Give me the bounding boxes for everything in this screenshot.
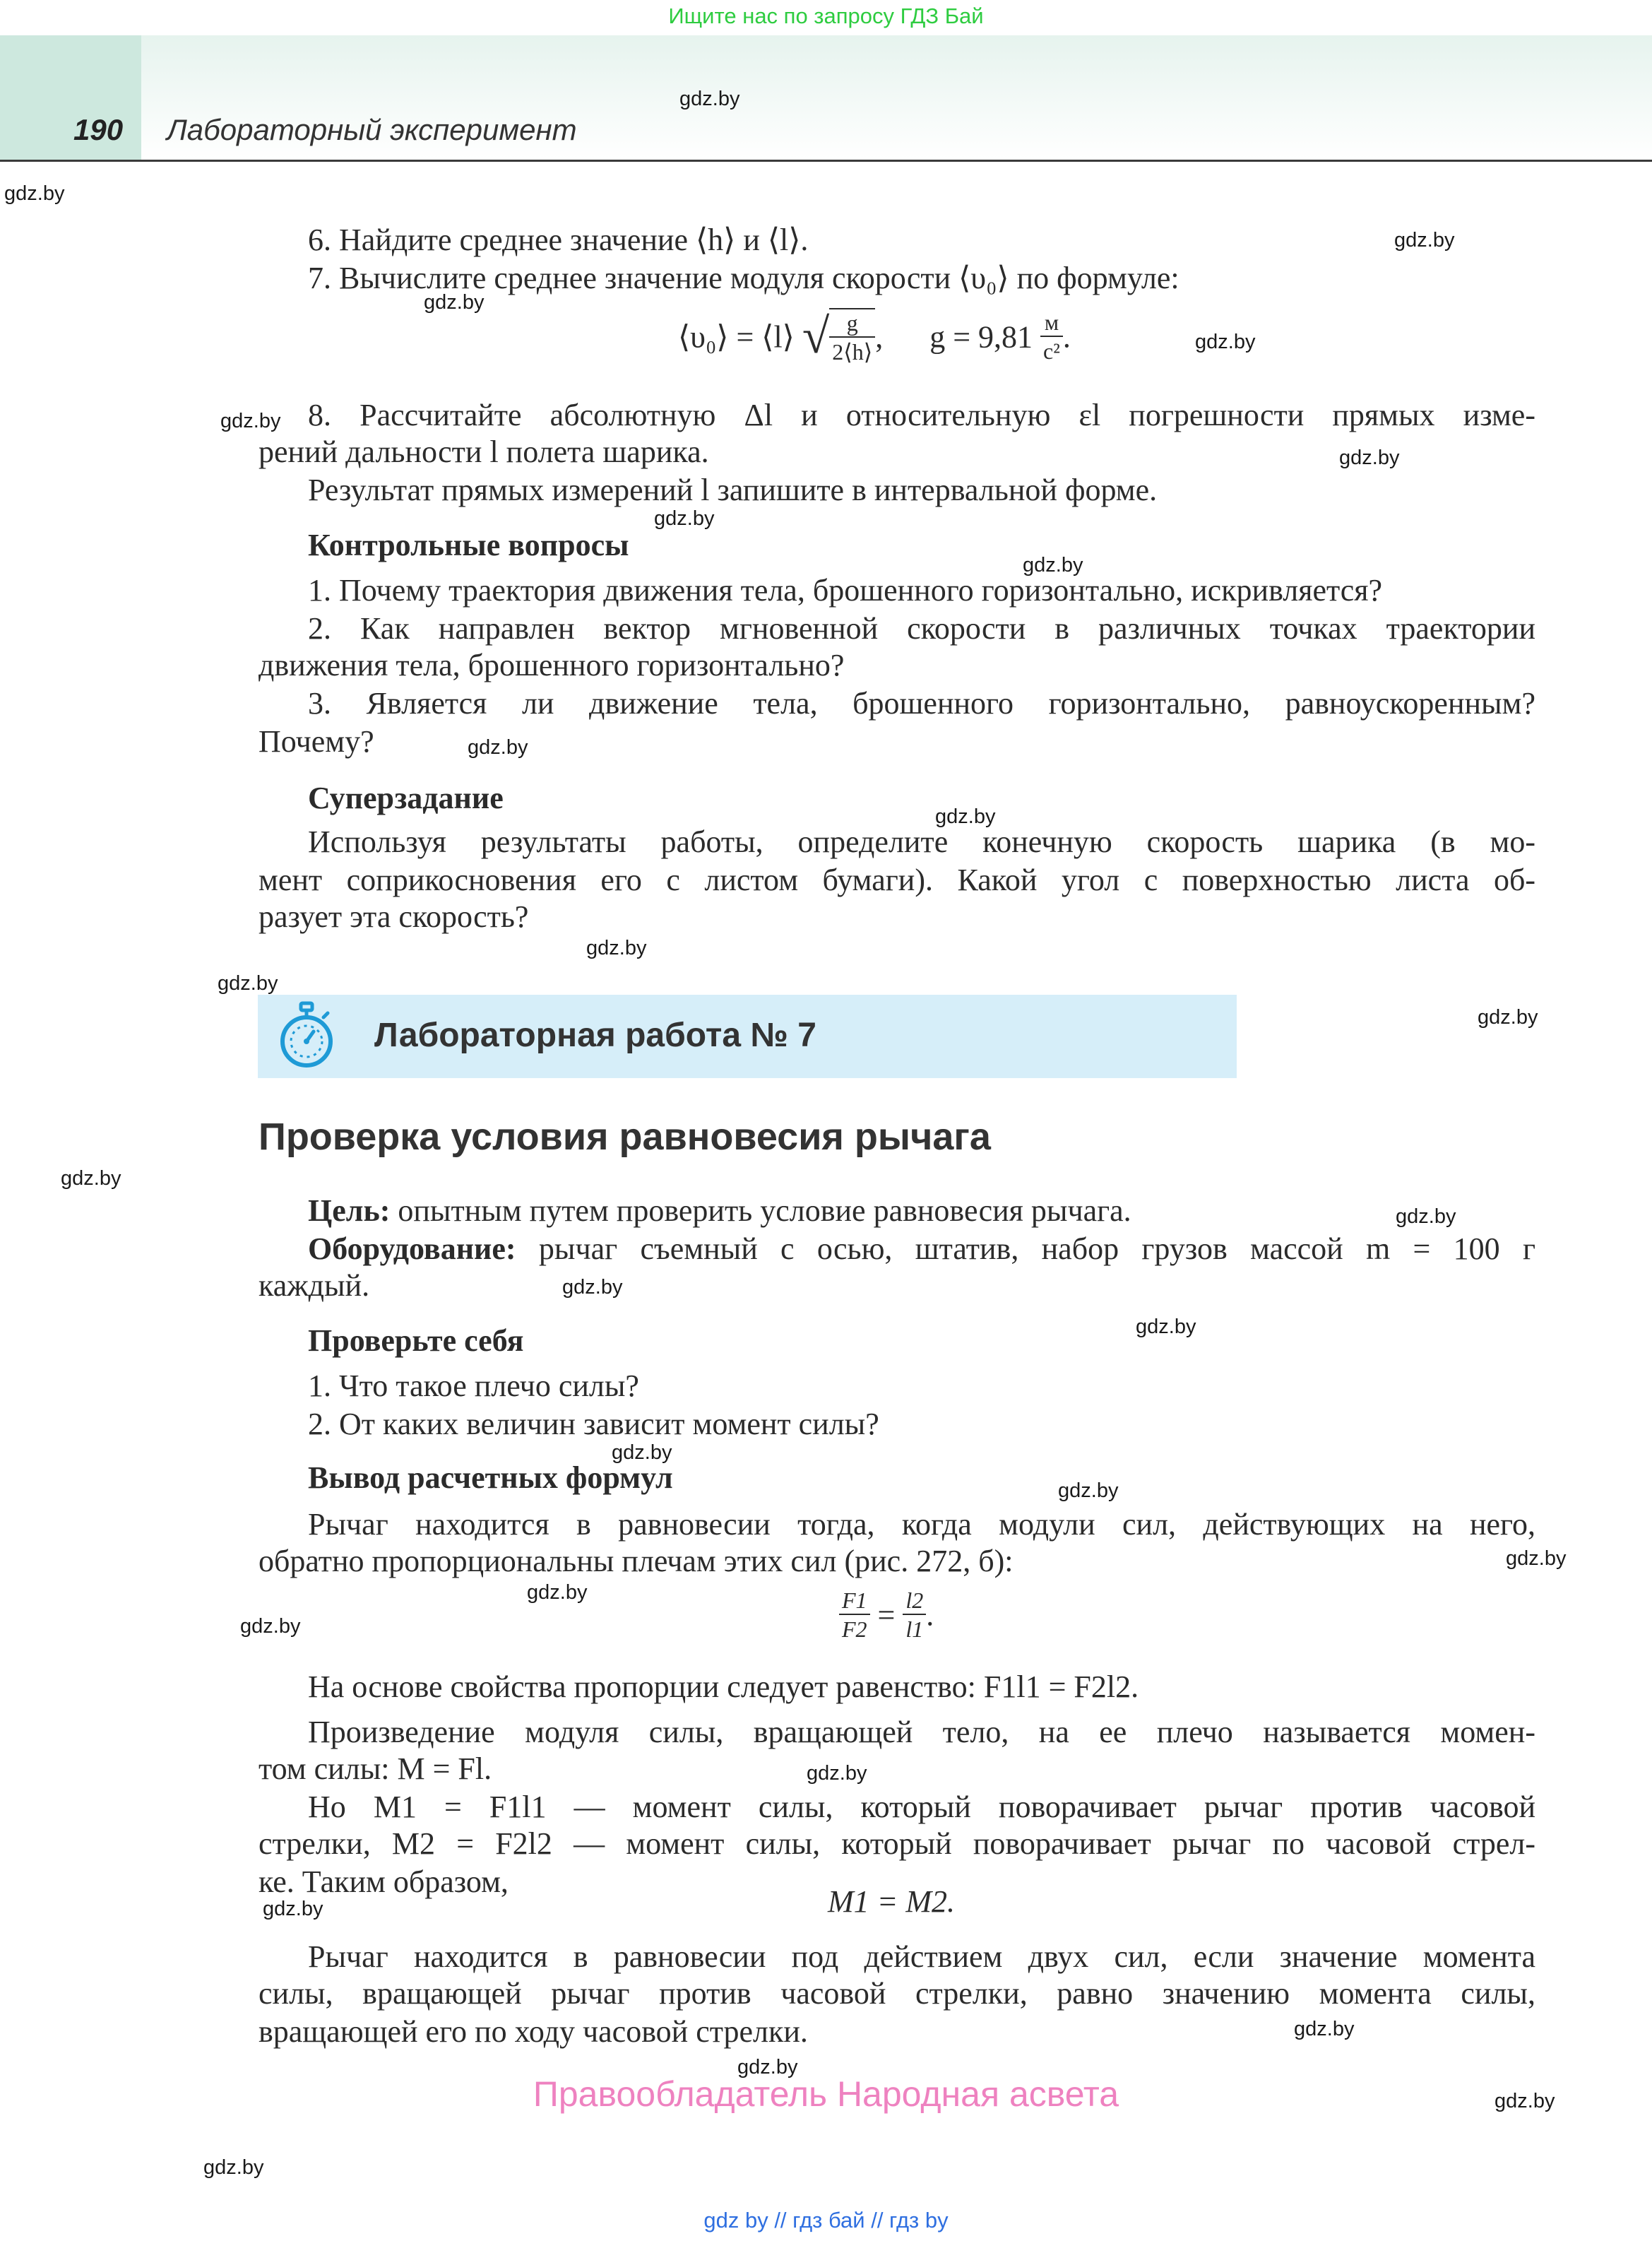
derivation-p3-line2: том силы: M = Fl.	[259, 1751, 492, 1786]
control-q1: 1. Почему траектория движения тела, брошенного горизонтально, искривляется?	[308, 573, 1383, 608]
g-unit: $\frac{м}{\text{с²}}$	[1040, 309, 1063, 365]
derivation-p4-line3: ке. Таким образом,	[259, 1864, 509, 1899]
arm-ratio: $\frac{l2}{l1}$	[903, 1587, 926, 1643]
control-q3-line2: Почему?	[259, 724, 374, 759]
watermark: gdz.by	[220, 410, 281, 432]
watermark: gdz.by	[1339, 447, 1400, 469]
force-ratio: $\frac{F1}{F2}$	[839, 1587, 870, 1643]
watermark: gdz.by	[240, 1615, 301, 1638]
watermark: gdz.by	[1023, 554, 1083, 576]
check-heading: Проверьте себя	[308, 1323, 524, 1358]
copyright-notice: Правообладатель Народная асвета	[533, 2074, 1119, 2114]
check-q1: 1. Что такое плечо силы?	[308, 1368, 639, 1403]
sqrt-sign: √	[802, 309, 830, 364]
super-heading: Суперзадание	[308, 781, 504, 815]
fraction-numerator: g	[829, 309, 875, 338]
watermark: gdz.by	[1506, 1547, 1567, 1570]
equipment-line2: каждый.	[259, 1268, 370, 1303]
watermark: gdz.by	[263, 1898, 323, 1920]
equipment-text: рычаг съемный с осью, штатив, набор грузов массой m = 100 г	[538, 1231, 1535, 1266]
header-rule	[0, 160, 1652, 162]
watermark: gdz.by	[1478, 1006, 1538, 1029]
control-q2-line1: 2. Как направлен вектор мгновенной скорости в различных точках траектории	[308, 611, 1535, 646]
velocity-formula: ⟨υ₀⟩ = ⟨l⟩ √ $\frac{g}{2⟨h⟩}$ , g = 9,81 $\frac{м}{\text{с²}}$ .	[678, 309, 1071, 365]
moment-equality: M1 = M2.	[828, 1884, 955, 1919]
goal-line	[308, 1193, 1131, 1229]
goal-label: Цель:	[308, 1193, 391, 1228]
super-line1: Используя результаты работы, определите конечную скорость шарика (в мо-	[308, 824, 1535, 859]
watermark: gdz.by	[562, 1276, 623, 1299]
watermark: gdz.by	[1136, 1315, 1196, 1338]
watermark: gdz.by	[1394, 229, 1455, 252]
derivation-p1-line1: Рычаг находится в равновесии тогда, когда модули сил, действующих на него,	[308, 1507, 1535, 1542]
step-8-line2: рений дальности l полета шарика.	[259, 434, 709, 469]
watermark: gdz.by	[679, 88, 740, 110]
watermark: gdz.by	[468, 736, 528, 759]
derivation-p3-line1: Произведение модуля силы, вращающей тело, на ее плечо называется момен-	[308, 1715, 1535, 1749]
watermark: gdz.by	[4, 182, 65, 205]
derivation-p5-line1: Рычаг находится в равновесии под действием двух сил, если значение момента	[308, 1939, 1535, 1974]
control-heading: Контрольные вопросы	[308, 528, 629, 562]
watermark: gdz.by	[807, 1762, 867, 1785]
running-head: Лабораторный эксперимент	[167, 113, 577, 146]
step-7: 7. Вычислите среднее значение модуля скорости ⟨υ₀⟩ по формуле:	[308, 261, 1179, 295]
g-value: g = 9,81	[929, 319, 1033, 355]
footer-links[interactable]: gdz by // гдз бай // гдз by	[703, 2208, 949, 2233]
sqrt-fraction	[829, 308, 875, 366]
lever-ratio: $\frac{F1}{F2}$ = $\frac{l2}{l1}$ .	[839, 1587, 934, 1643]
derivation-p5-line3: вращающей его по ходу часовой стрелки.	[259, 2014, 808, 2049]
derivation-p1-line2: обратно пропорциональны плечам этих сил (рис. 272, б):	[259, 1544, 1014, 1578]
equipment-line	[308, 1231, 1535, 1267]
watermark: gdz.by	[1494, 2090, 1555, 2112]
fraction-denominator: 2⟨h⟩	[832, 339, 873, 365]
derivation-p2: На основе свойства пропорции следует равенство: F1l1 = F2l2.	[308, 1669, 1139, 1704]
step-6: 6. Найдите среднее значение ⟨h⟩ и ⟨l⟩.	[308, 223, 809, 257]
watermark: gdz.by	[1058, 1479, 1119, 1502]
watermark: gdz.by	[1195, 331, 1256, 353]
watermark: gdz.by	[612, 1441, 672, 1464]
watermark: gdz.by	[203, 2156, 264, 2179]
watermark: gdz.by	[935, 805, 996, 828]
derivation-p5-line2: силы, вращающей рычаг против часовой стрелки, равно значению момента силы,	[259, 1976, 1535, 2011]
goal-text: опытным путем проверить условие равновесия рычага.	[398, 1193, 1131, 1228]
watermark: gdz.by	[1294, 2018, 1355, 2040]
page-number: 190	[73, 113, 124, 146]
check-q2: 2. От каких величин зависит момент силы?	[308, 1407, 879, 1441]
work-title: Проверка условия равновесия рычага	[259, 1116, 991, 1158]
watermark: gdz.by	[737, 2056, 798, 2079]
derivation-p4-line1: Но M1 = F1l1 — момент силы, который поворачивает рычаг против часовой	[308, 1790, 1535, 1824]
watermark: gdz.by	[218, 972, 278, 995]
stopwatch-icon	[277, 1000, 336, 1071]
top-banner: Ищите нас по запросу ГДЗ Бай	[668, 4, 984, 28]
watermark: gdz.by	[424, 291, 485, 314]
equipment-label: Оборудование:	[308, 1231, 516, 1266]
watermark: gdz.by	[527, 1581, 588, 1604]
watermark: gdz.by	[586, 937, 647, 959]
watermark: gdz.by	[61, 1167, 121, 1190]
watermark: gdz.by	[654, 507, 715, 530]
lab-title: Лабораторная работа № 7	[374, 1017, 816, 1054]
step-8-line1: 8. Рассчитайте абсолютную Δl и относительную εl погрешности прямых изме-	[308, 398, 1535, 432]
watermark: gdz.by	[1396, 1205, 1456, 1228]
super-line2: мент соприкосновения его с листом бумаги). Какой угол с поверхностью листа об-	[259, 863, 1535, 897]
control-q2-line2: движения тела, брошенного горизонтально?	[259, 648, 845, 682]
derivation-heading: Вывод расчетных формул	[308, 1460, 673, 1495]
step-8-result: Результат прямых измерений l запишите в интервальной форме.	[308, 473, 1158, 507]
derivation-p4-line2: стрелки, M2 = F2l2 — момент силы, который поворачивает рычаг по часовой стрел-	[259, 1826, 1535, 1861]
super-line3: разует эта скорость?	[259, 899, 529, 934]
formula-lhs: ⟨υ₀⟩ = ⟨l⟩	[678, 319, 795, 355]
control-q3-line1: 3. Является ли движение тела, брошенного горизонтально, равноускоренным?	[308, 686, 1535, 721]
